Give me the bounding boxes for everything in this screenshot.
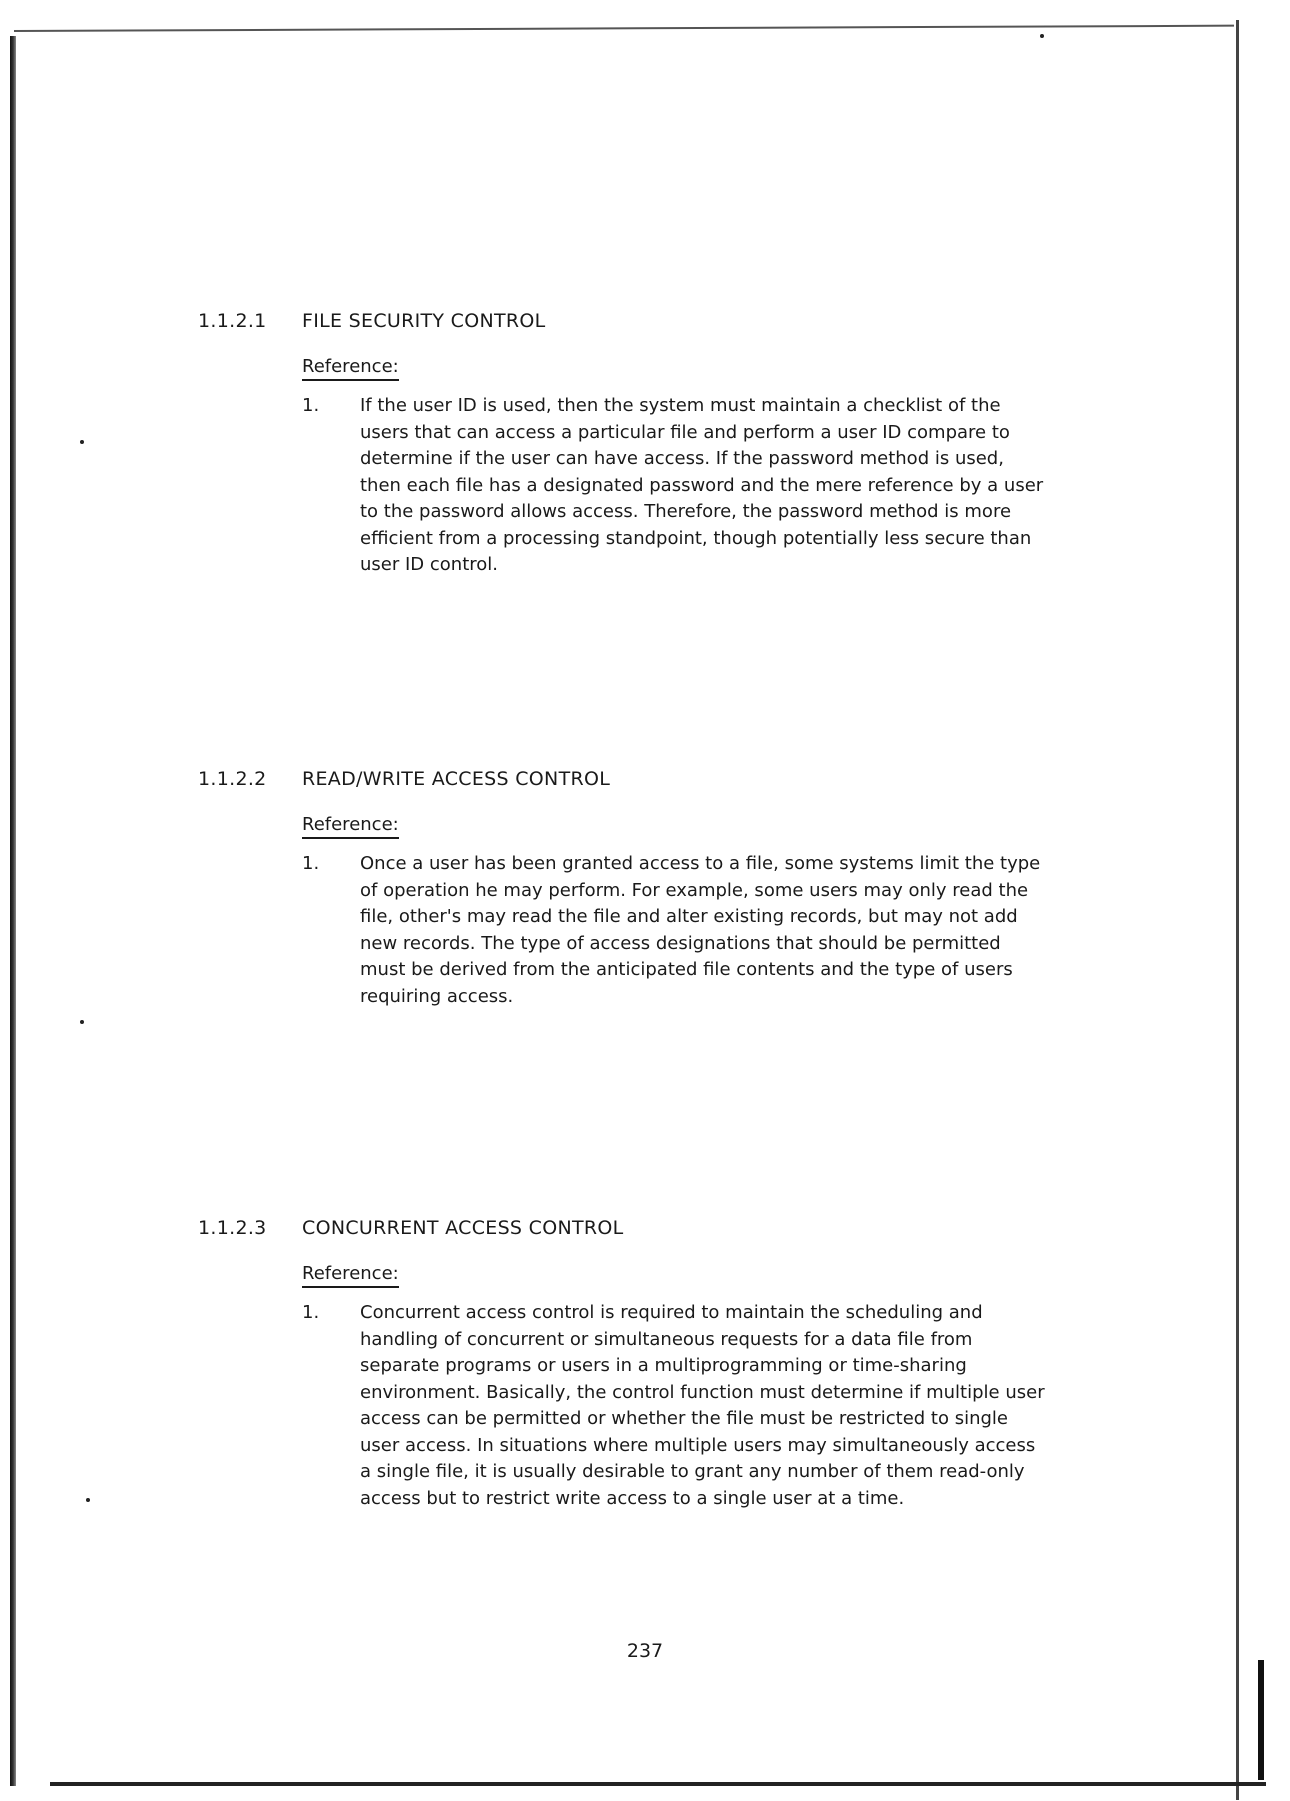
page-edge-bottom — [50, 1782, 1266, 1786]
section-read-write-access-control — [198, 768, 1058, 1010]
reference-item — [302, 851, 1058, 1010]
item-number: 1. — [302, 853, 320, 874]
reference-label: Reference: — [302, 814, 399, 839]
section-heading — [198, 768, 1058, 790]
section-title: CONCURRENT ACCESS CONTROL — [302, 1217, 624, 1239]
item-number: 1. — [302, 395, 320, 416]
item-text: Once a user has been granted access to a file, some systems limit the type of operation he may perform. For example, some users may only read the file, other's may read the file and alter existing records, but may not add new records. The type of access designations that should be permitted must be derived from the anticipated file contents and the type of users requiring access. — [360, 853, 1041, 1007]
scan-speck — [80, 440, 84, 444]
scan-speck — [1040, 34, 1044, 38]
section-concurrent-access-control — [198, 1217, 1058, 1512]
page-edge-right — [1236, 20, 1239, 1800]
section-title: FILE SECURITY CONTROL — [302, 310, 546, 332]
page-number: 237 — [626, 1640, 664, 1662]
scan-speck — [86, 1498, 90, 1502]
section-number: 1.1.2.1 — [198, 310, 267, 332]
scan-speck — [80, 1020, 84, 1024]
item-text: If the user ID is used, then the system must maintain a checklist of the users that can access a particular file and perform a user ID compare to determine if the user can have access. If the password method is used, then each file has a designated password and the mere reference by a user to the password allows access. Therefore, the password method is more efficient from a processing standpoint, though potentially less secure than user ID control. — [360, 395, 1044, 575]
reference-item — [302, 393, 1058, 579]
section-number: 1.1.2.2 — [198, 768, 267, 790]
item-text: Concurrent access control is required to maintain the scheduling and handling of concurrent or simultaneous requests for a data file from separate programs or users in a multiprogramming or time-sharing environment. Basically, the control function must determine if multiple user access can be permitted or whether the file must be restricted to single user access. In situations where multiple users may simultaneously access a single file, it is usually desirable to grant any number of them read-only access but to restrict write access to a single user at a time. — [360, 1302, 1045, 1509]
page-edge-left — [10, 36, 16, 1786]
reference-label: Reference: — [302, 1263, 399, 1288]
page-edge-top — [14, 25, 1234, 32]
reference-item — [302, 1300, 1058, 1512]
reference-label: Reference: — [302, 356, 399, 381]
section-title: READ/WRITE ACCESS CONTROL — [302, 768, 611, 790]
section-number: 1.1.2.3 — [198, 1217, 267, 1239]
page-edge-right-shadow — [1258, 1660, 1264, 1780]
section-heading — [198, 1217, 1058, 1239]
item-number: 1. — [302, 1302, 320, 1323]
section-file-security-control — [198, 310, 1058, 579]
section-heading — [198, 310, 1058, 332]
